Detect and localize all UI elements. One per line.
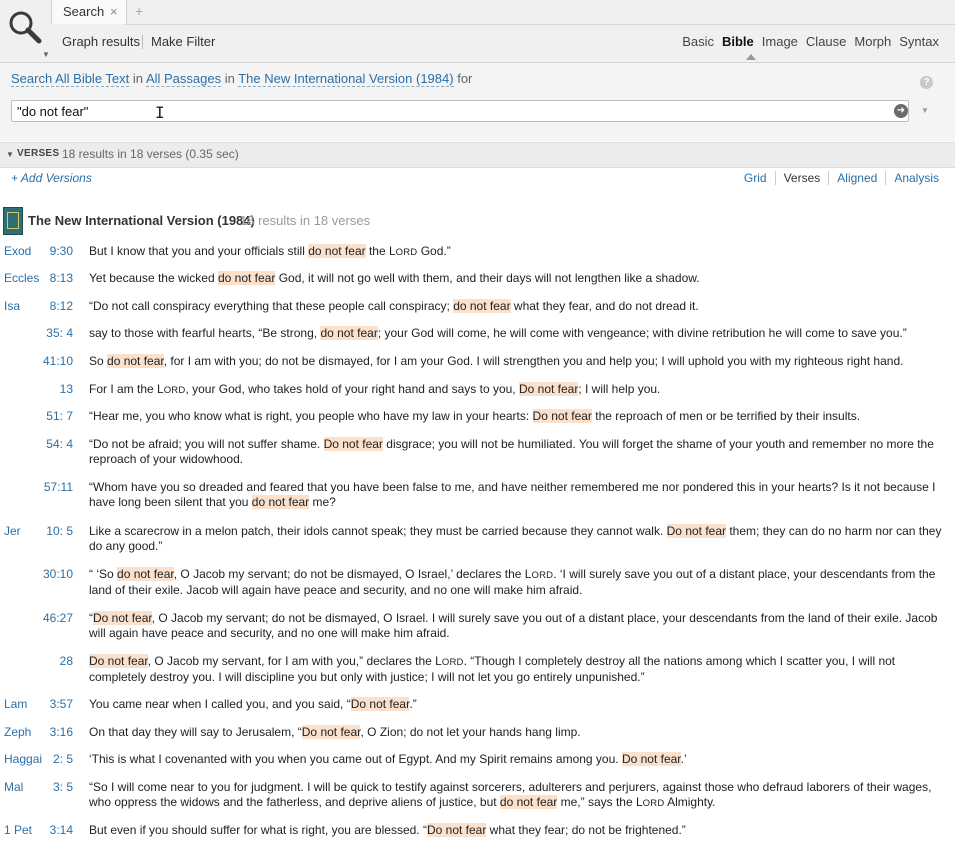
search-hit-highlight: Do not fear — [301, 725, 361, 739]
tab-label: Search — [63, 4, 105, 19]
verse-text: Like a scarecrow in a melon patch, their idols cannot speak; they must be carried because they cannot walk. Do not fear them; they can do no harm nor can they do any good.” — [89, 524, 942, 553]
verse-text: “Do not be afraid; you will not suffer shame. Do not fear disgrace; you will not be humiliated. You will forget the shame of your youth and remember no more the reproach of your widowhood. — [89, 437, 934, 466]
verse-text: Do not fear, O Jacob my servant, for I am with you,” declares the LORD. “Though I completely destroy all the nations among which I scatter you, I will not completely destroy you. I will discipline you but only with justice; I will not let you go entirely unpunished.” — [89, 654, 896, 684]
book-link[interactable]: Exod — [4, 244, 32, 258]
verse-text: ‘This is what I covenanted with you when you came out of Egypt. And my Spirit remains among you. Do not fear.’ — [89, 752, 687, 766]
reference-link[interactable]: 30:10 — [42, 567, 73, 581]
search-hit-highlight: do not fear — [308, 244, 366, 258]
reference-link[interactable]: 3:14 — [49, 823, 73, 837]
verse-text: “ ‘So do not fear, O Jacob my servant; do not be dismayed, O Israel,’ declares the LORD. ‘I will surely save you out of a distant place, your descendants from the land of their exile. Jacob will again have peace and security, and no one will make him afraid. — [89, 567, 936, 597]
reference-link[interactable]: 8:13 — [49, 271, 73, 285]
view-mode-selector — [736, 171, 947, 185]
view-mode-verses[interactable]: Verses — [775, 171, 829, 185]
reference-link[interactable]: 3:57 — [49, 697, 73, 711]
search-hit-highlight: Do not fear — [89, 654, 148, 668]
toolbar — [0, 0, 955, 63]
book-link[interactable]: Zeph — [4, 725, 32, 739]
make-filter-button[interactable]: Make Filter — [151, 34, 216, 49]
search-hit-highlight: do not fear — [117, 567, 174, 581]
verse-text: So do not fear, for I am with you; do not be dismayed, for I am your God. I will strengthen you and help you; I will uphold you with my righteous right hand. — [89, 354, 904, 368]
verse-text: “Hear me, you who know what is right, you people who have my law in your hearts: Do not fear the reproach of men or be terrified by their insults. — [89, 409, 861, 423]
search-input[interactable] — [11, 100, 909, 122]
close-icon[interactable]: × — [110, 4, 118, 19]
search-hit-highlight: Do not fear — [93, 611, 152, 625]
reference-link[interactable]: 54: 4 — [46, 437, 73, 451]
search-type-syntax[interactable]: Syntax — [899, 34, 939, 49]
divider — [142, 35, 143, 49]
search-type-selector — [682, 34, 939, 49]
query-word-in: in — [132, 71, 144, 86]
search-hit-highlight: Do not fear — [518, 382, 579, 396]
reference-link[interactable]: 51: 7 — [46, 409, 73, 423]
verse-text: You came near when I called you, and you said, “Do not fear.” — [89, 697, 417, 711]
verse-text: “Whom have you so dreaded and feared that you have been false to me, and have neither remembered me nor pondered this in your hearts? Is it not because I have long been silent that you do not fear me? — [89, 480, 936, 509]
help-icon[interactable]: ? — [920, 76, 933, 89]
view-mode-aligned[interactable]: Aligned — [828, 171, 885, 185]
search-hit-highlight: Do not fear — [532, 409, 592, 423]
search-hit-highlight: Do not fear — [350, 697, 410, 711]
search-hit-highlight: do not fear — [320, 326, 378, 340]
search-hit-highlight: do not fear — [217, 271, 276, 285]
reference-link[interactable]: 10: 5 — [46, 524, 73, 538]
verse-text: “Do not fear, O Jacob my servant; do not be dismayed, O Israel. I will surely save you out of a distant place, your descendants from the land of their exile. Jacob will again have peace and security, and no one will make him afraid. — [89, 611, 938, 640]
book-link[interactable]: Jer — [4, 524, 21, 538]
version-result-count: 18 results in 18 verses — [240, 213, 371, 228]
passages-link[interactable]: All Passages — [145, 71, 222, 86]
query-word-in: in — [224, 71, 235, 86]
result-count: 18 results in 18 verses (0.35 sec) — [62, 147, 239, 161]
section-title: VERSES — [17, 148, 60, 159]
book-link[interactable]: Isa — [4, 299, 21, 313]
query-area — [0, 63, 955, 141]
search-hit-highlight: Do not fear — [426, 823, 487, 837]
search-logo-icon[interactable] — [8, 10, 42, 44]
reference-link[interactable]: 3: 5 — [52, 780, 73, 794]
search-hit-highlight: do not fear — [453, 299, 511, 313]
view-mode-analysis[interactable]: Analysis — [885, 171, 947, 185]
view-mode-grid[interactable]: Grid — [743, 171, 767, 185]
version-name: The New International Version (1984) — [28, 213, 255, 228]
book-cover-icon — [3, 207, 23, 235]
verse-text: On that day they will say to Jerusalem, “Do not fear, O Zion; do not let your hands hang limp. — [89, 725, 581, 739]
search-hit-highlight: do not fear — [251, 495, 310, 509]
add-tab-icon[interactable]: + — [135, 3, 144, 19]
chevron-down-icon[interactable]: ▼ — [42, 50, 50, 59]
verse-text: say to those with fearful hearts, “Be strong, do not fear; your God will come, he will come with vengeance; with divine retribution he will come to save you.” — [89, 326, 907, 340]
active-type-marker — [746, 54, 756, 60]
verse-text: Yet because the wicked do not fear God, it will not go well with them, and their days will not lengthen like a shadow. — [89, 271, 700, 285]
reference-link[interactable]: 41:10 — [42, 354, 73, 368]
reference-link[interactable]: 46:27 — [42, 611, 73, 625]
reference-link[interactable]: 28 — [59, 654, 73, 668]
reference-link[interactable]: 3:16 — [49, 725, 73, 739]
query-description — [11, 71, 472, 86]
version-link[interactable]: The New International Version (1984) — [238, 71, 454, 86]
divider — [125, 24, 955, 25]
search-hit-highlight: Do not fear — [621, 752, 681, 766]
collapse-triangle-icon[interactable]: ▼ — [6, 150, 14, 159]
search-type-clause[interactable]: Clause — [805, 34, 847, 49]
search-hit-highlight: Do not fear — [323, 437, 383, 451]
search-type-basic[interactable]: Basic — [682, 34, 714, 49]
verse-text: “Do not call conspiracy everything that these people call conspiracy; do not fear what they fear, and do not dread it. — [89, 299, 699, 313]
search-scope-link[interactable]: Search All Bible Text — [11, 71, 130, 86]
reference-link[interactable]: 13 — [59, 382, 73, 396]
search-type-morph[interactable]: Morph — [854, 34, 892, 49]
reference-link[interactable]: 2: 5 — [52, 752, 73, 766]
reference-link[interactable]: 57:11 — [43, 480, 73, 494]
reference-link[interactable]: 8:12 — [49, 299, 73, 313]
verse-text: But even if you should suffer for what is right, you are blessed. “Do not fear what they fear; do not be frightened.” — [89, 823, 686, 837]
search-hit-highlight: Do not fear — [666, 524, 727, 538]
book-link[interactable]: 1 Pet — [4, 823, 33, 837]
query-word-for: for — [457, 71, 473, 86]
book-link[interactable]: Eccles — [4, 271, 40, 285]
go-arrow-icon[interactable]: ➜ — [894, 104, 908, 118]
search-type-image[interactable]: Image — [761, 34, 798, 49]
book-link[interactable]: Lam — [4, 697, 28, 711]
add-versions-link[interactable]: + Add Versions — [11, 171, 92, 185]
graph-results-button[interactable]: Graph results — [62, 34, 141, 49]
verse-text: For I am the LORD, your God, who takes hold of your right hand and says to you, Do not fear; I will help you. — [89, 382, 661, 396]
verses-section-header[interactable] — [0, 142, 955, 168]
search-type-bible[interactable]: Bible — [721, 34, 754, 49]
verse-text: But I know that you and your officials still do not fear the LORD God.” — [89, 244, 451, 258]
search-hit-highlight: do not fear — [499, 795, 558, 809]
text-cursor-icon: I — [155, 103, 165, 122]
reference-link[interactable]: 9:30 — [49, 244, 73, 258]
reference-link[interactable]: 35: 4 — [46, 326, 73, 340]
tab-search[interactable] — [51, 0, 127, 24]
book-link[interactable]: Mal — [4, 780, 24, 794]
search-hit-highlight: do not fear — [107, 354, 164, 368]
chevron-down-icon[interactable]: ▼ — [921, 106, 929, 115]
verse-text: “So I will come near to you for judgment. I will be quick to testify against sorcerers, adulterers and perjurers, against those who defraud laborers of their wages, who oppress the widows and the fatherless, and deprive aliens of justice, but do not fear me,” says the LORD Almighty. — [89, 780, 932, 809]
book-link[interactable]: Haggai — [4, 752, 43, 766]
